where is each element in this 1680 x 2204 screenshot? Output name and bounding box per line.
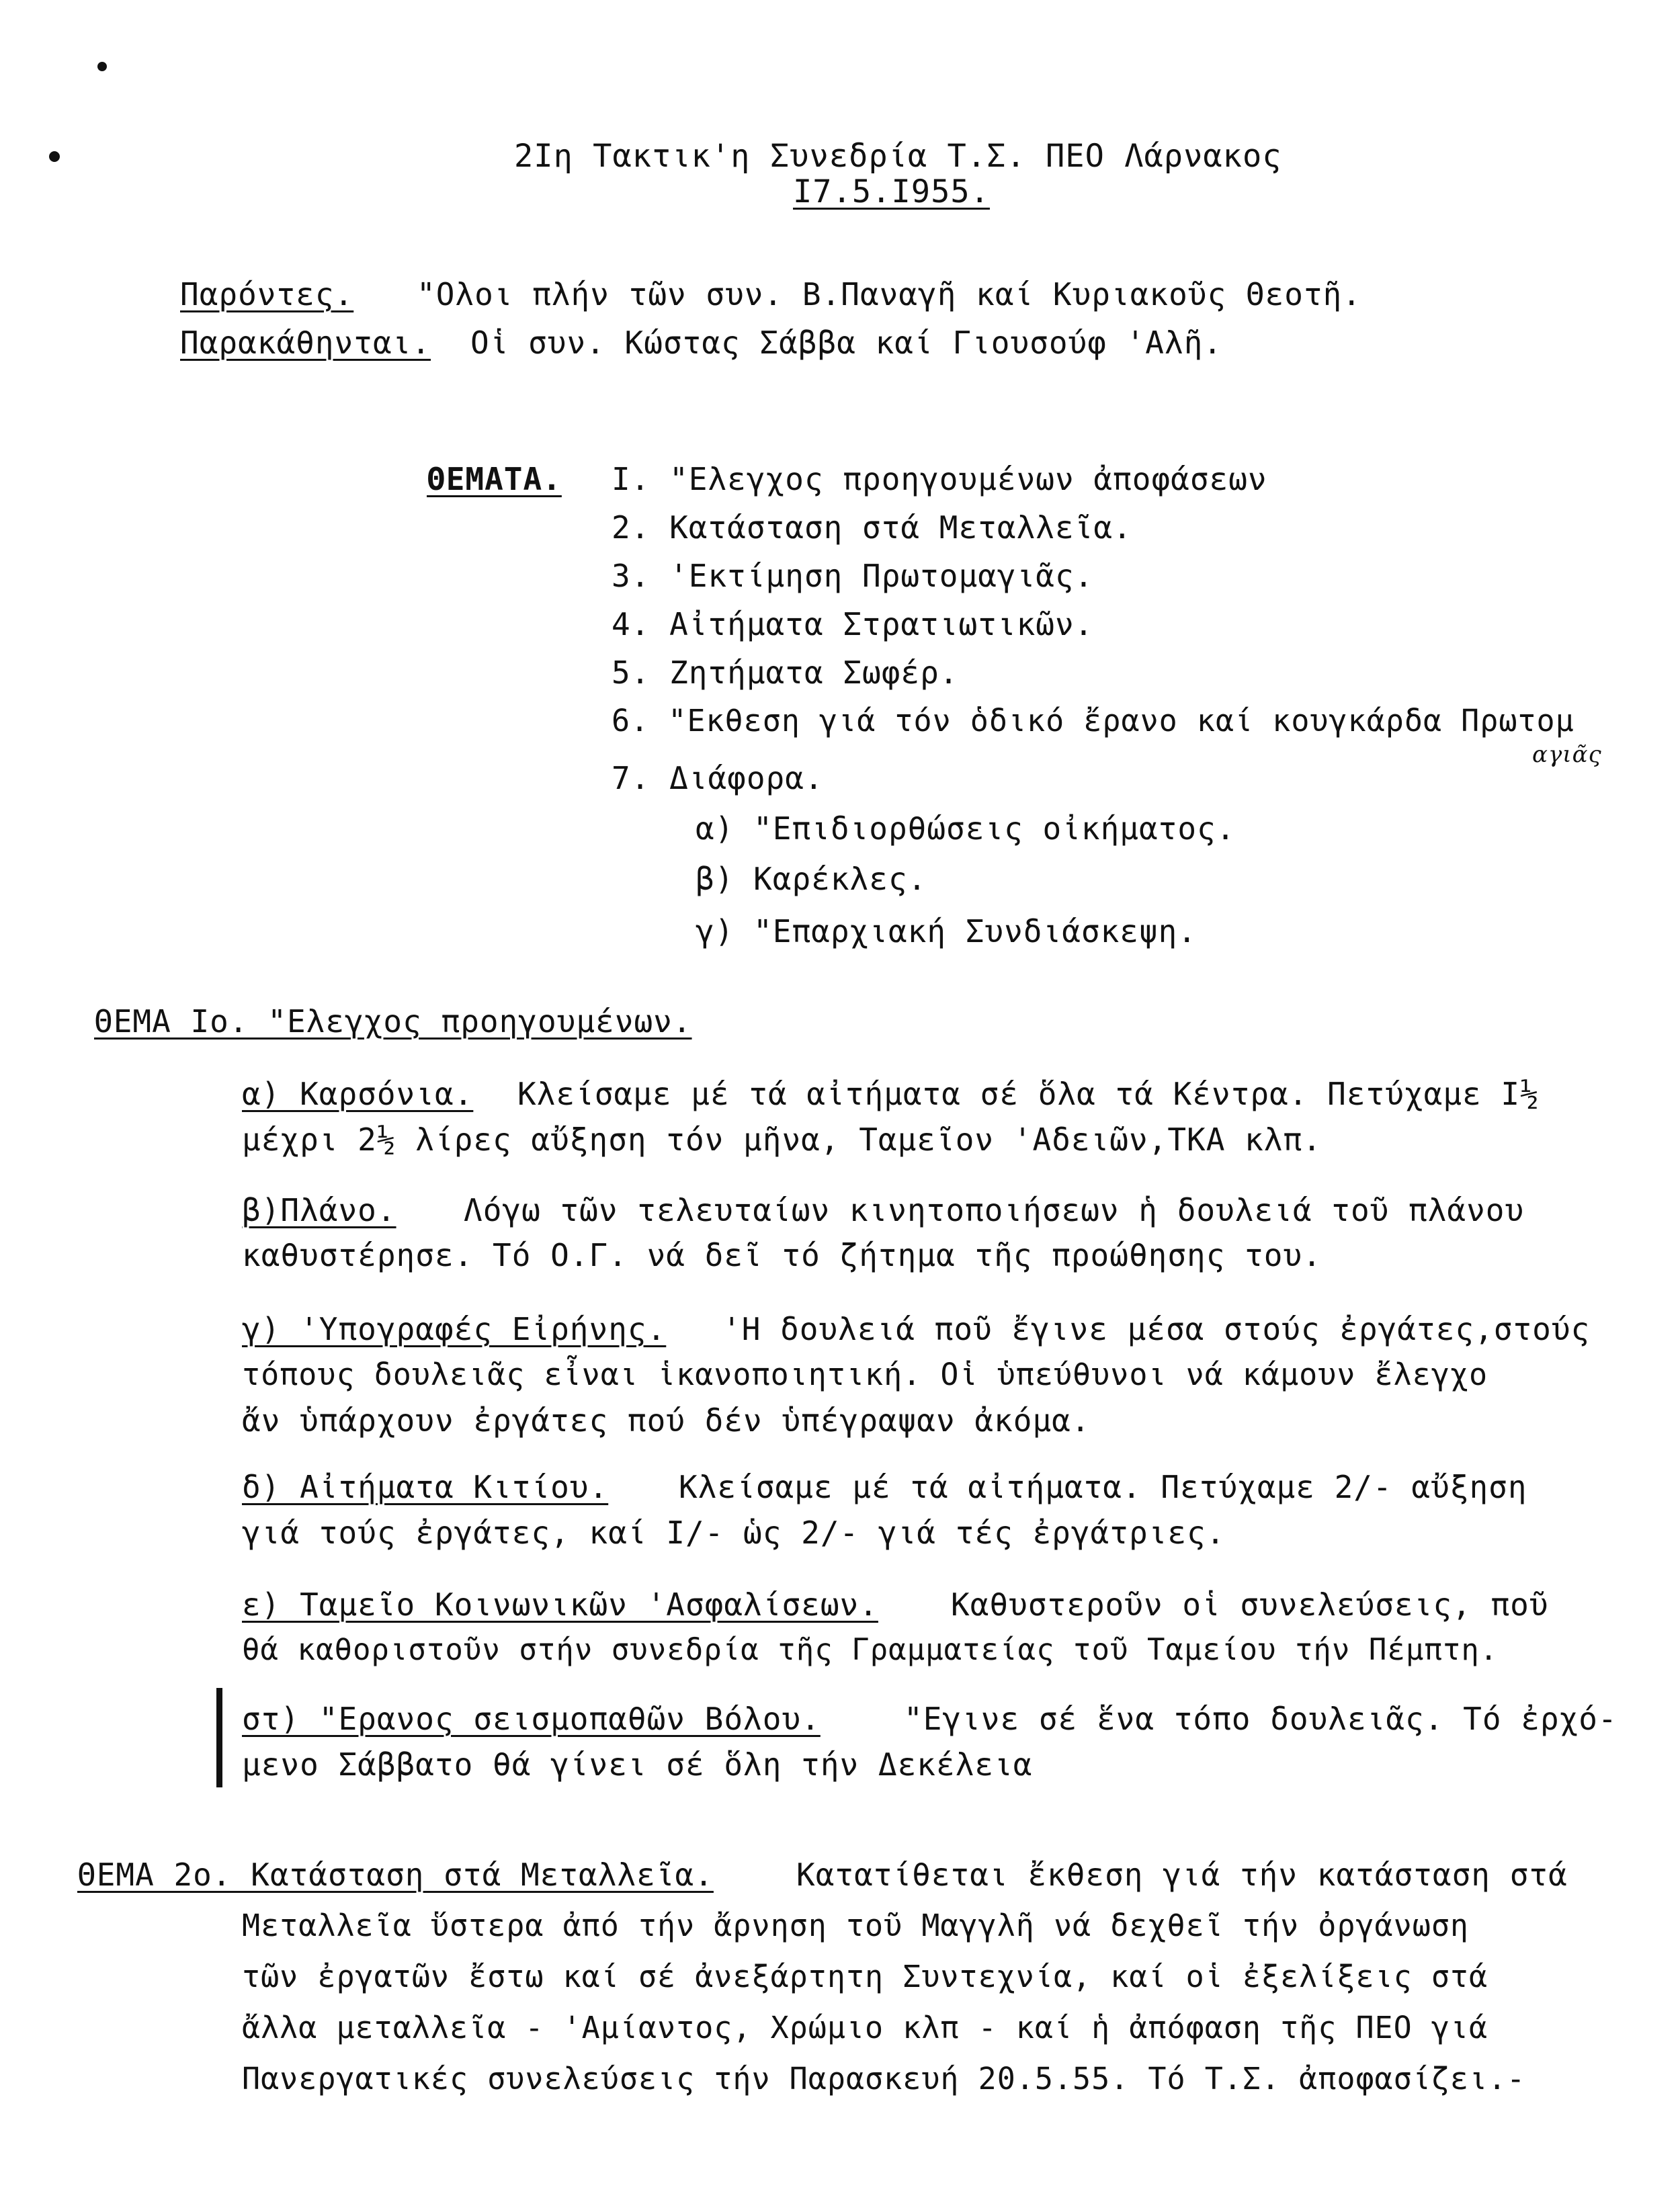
point-label: στ) "Ερανος σεισμοπαθῶν Βόλου. <box>242 1701 821 1737</box>
point-text: Λόγω τῶν τελευταίων κινητοποιήσεων ἡ δουλειά τοῦ πλάνου <box>464 1192 1525 1228</box>
ink-mark <box>49 151 60 162</box>
agenda-item: 2. Κατάσταση στά Μεταλλεῖα. <box>612 509 1132 546</box>
agenda-subitem: β) Καρέκλες. <box>696 861 927 897</box>
point-label: γ) 'Υπογραφές Εἰρήνης. <box>242 1311 667 1347</box>
ink-mark <box>97 62 107 71</box>
agenda-item: 3. 'Εκτίμηση Πρωτομαγιᾶς. <box>612 558 1094 594</box>
document-title: 2Iη Τακτικ'η Συνεδρία Τ.Σ. ΠΕΟ Λάρνακος <box>514 138 1282 175</box>
point-text: 'Η δουλειά ποῦ ἔγινε μέσα στούς ἐργάτες,στούς <box>722 1311 1591 1347</box>
agenda-subitem: α) "Επιδιορθώσεις οἰκήματος. <box>696 810 1236 847</box>
topic2-text: Πανεργατικές συνελεύσεις τήν Παρασκευή 20.5.55. Τό Τ.Σ. ἀποφασίζει.- <box>242 2061 1526 2096</box>
attending-label: Παρακάθηνται. <box>180 325 431 361</box>
topic1-heading: ΘΕΜΑ Ιο. "Ελεγχος προηγουμένων. <box>94 1003 692 1040</box>
agenda-item: 6. "Εκθεση γιά τόν ὁδικό ἔρανο καί κουγκάρδα Πρωτομ <box>612 703 1574 738</box>
point-text: γιά τούς ἐργάτες, καί Ι/- ὡς 2/- γιά τές ἐργάτριες. <box>242 1515 1226 1551</box>
point-label: β)Πλάνο. <box>242 1192 396 1228</box>
topic2-text: τῶν ἐργατῶν ἔστω καί σέ ἀνεξάρτητη Συντεχνία, καί οἱ ἐξελίξεις στά <box>242 1959 1488 1994</box>
point-text: Καθυστεροῦν οἱ συνελεύσεις, ποῦ <box>951 1586 1549 1623</box>
present-label: Παρόντες. <box>180 276 354 312</box>
point-text: μενο Σάββατο θά γίνει σέ ὅλη τήν Δεκέλεια <box>242 1746 1033 1783</box>
document-date: I7.5.I955. <box>793 173 990 210</box>
point-label: α) Καρσόνια. <box>242 1076 474 1112</box>
point-text: καθυστέρησε. Τό Ο.Γ. νά δεῖ τό ζήτημα τῆς προώθησης του. <box>242 1237 1322 1273</box>
point-text: τόπους δουλειᾶς εἶναι ἱκανοποιητική. Οἱ ὑπεύθυνοι νά κάμουν ἔλεγχο <box>242 1357 1488 1392</box>
agenda-subitem: γ) "Επαρχιακή Συνδιάσκεψη. <box>696 913 1198 949</box>
point-text: "Εγινε σέ ἕνα τόπο δουλειᾶς. Τό ἐρχό- <box>904 1701 1618 1737</box>
present-text: "Ολοι πλήν τῶν συν. Β.Παναγῆ καί Κυριακοῦς Θεοτῆ. <box>417 276 1362 312</box>
topic2-text: ἄλλα μεταλλεῖα - 'Αμίαντος, Χρώμιο κλπ - καί ἡ ἀπόφαση τῆς ΠΕΟ γιά <box>242 2010 1488 2045</box>
agenda-item: 5. Ζητήματα Σωφέρ. <box>612 654 959 691</box>
point-label: δ) Αἰτήματα Κιτίου. <box>242 1469 609 1505</box>
topic2-heading: ΘΕΜΑ 2ο. Κατάσταση στά Μεταλλεῖα. <box>77 1857 714 1893</box>
handwritten-note: αγιᾶς <box>1532 741 1602 768</box>
margin-bar <box>216 1688 222 1787</box>
point-text: ἄν ὑπάρχουν ἐργάτες πού δέν ὑπέγραψαν ἀκόμα. <box>242 1402 1091 1439</box>
point-text: θά καθοριστοῦν στήν συνεδρία τῆς Γραμματείας τοῦ Ταμείου τήν Πέμπτη. <box>242 1633 1499 1667</box>
point-text: Κλείσαμε μέ τά αἰτήματα σέ ὅλα τά Κέντρα. Πετύχαμε Ι½ <box>517 1076 1540 1112</box>
point-label: ε) Ταμεῖο Κοινωνικῶν 'Ασφαλίσεων. <box>242 1586 878 1623</box>
agenda-item: 4. Αἰτήματα Στρατιωτικῶν. <box>612 606 1094 642</box>
point-text: μέχρι 2½ λίρες αὔξηση τόν μῆνα, Ταμεῖον 'Αδειῶν,ΤΚΑ κλπ. <box>242 1121 1322 1158</box>
agenda-item: 7. Διάφορα. <box>612 760 824 796</box>
topic2-text: Μεταλλεῖα ὕστερα ἀπό τήν ἄρνηση τοῦ Μαγγλῆ νά δεχθεῖ τήν ὀργάνωση <box>242 1908 1469 1943</box>
agenda-item: I. "Ελεγχος προηγουμένων ἀποφάσεων <box>612 461 1267 497</box>
point-text: Κλείσαμε μέ τά αἰτήματα. Πετύχαμε 2/- αὔξηση <box>679 1469 1527 1505</box>
topic2-text: Κατατίθεται ἔκθεση γιά τήν κατάσταση στά <box>796 1857 1568 1893</box>
agenda-label: ΘΕΜΑΤΑ. <box>427 461 562 497</box>
attending-text: Οἱ συν. Κώστας Σάββα καί Γιουσούφ 'Αλῆ. <box>470 325 1223 361</box>
